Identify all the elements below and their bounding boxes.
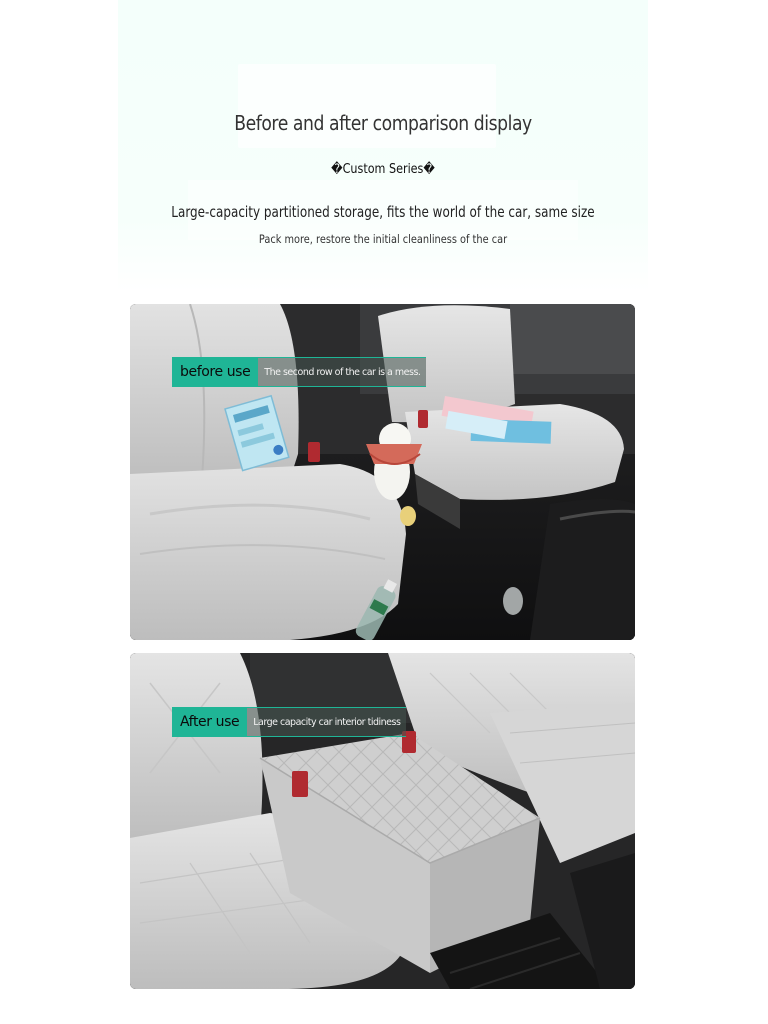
after-description: Large capacity car interior tidiness — [247, 707, 406, 737]
hero-series: �Custom Series� — [331, 162, 435, 177]
after-label: After use — [172, 707, 247, 737]
before-label: before use — [172, 357, 258, 387]
after-photo-illustration — [130, 653, 635, 989]
hero-note: Pack more, restore the initial cleanliness of the car — [258, 232, 508, 246]
before-description: The second row of the car is a mess. — [258, 357, 426, 387]
before-photo — [130, 304, 635, 640]
hero-banner — [118, 0, 648, 292]
before-tag — [172, 357, 426, 387]
before-photo-illustration — [130, 304, 635, 640]
hero-subtitle: Large-capacity partitioned storage, fits the world of the car, same size — [171, 203, 595, 221]
after-photo — [130, 653, 635, 989]
hero-title: Before and after comparison display — [234, 111, 532, 135]
after-tag — [172, 707, 406, 737]
hero-title-backdrop — [238, 64, 496, 148]
